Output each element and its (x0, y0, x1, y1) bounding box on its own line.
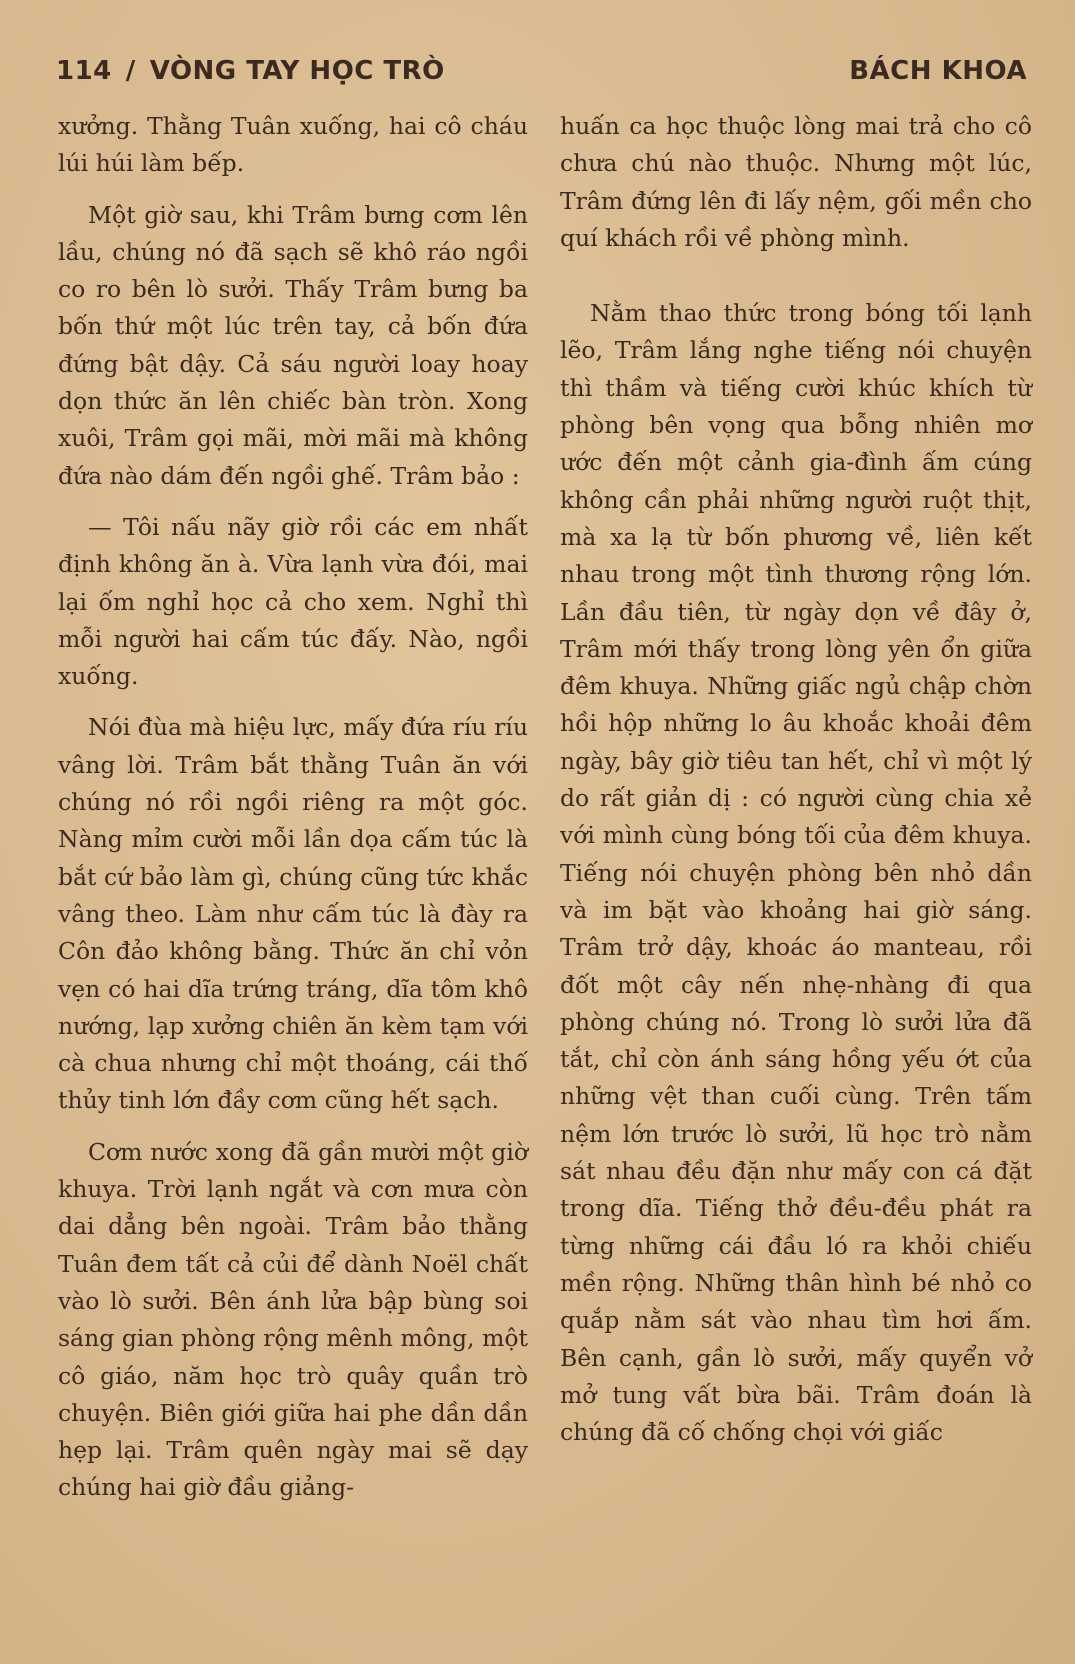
paragraph: Nằm thao thức trong bóng tối lạnh lẽo, Trâm lắng nghe tiếng nói chuyện thì thầm và tiếng cười khúc khích từ phòng bên vọng qua bỗng nhiên mơ ước đến một cảnh gia-đình ấm cúng không cần phải những người ruột thịt, mà xa lạ từ bốn phương về, liên kết nhau trong một tình thương rộng lớn. Lần đầu tiên, từ ngày dọn về đây ở, Trâm mới thấy trong lòng yên ổn giữa đêm khuya. Những giấc ngủ chập chờn hồi hộp những lo âu khoắc khoải đêm ngày, bây giờ tiêu tan hết, chỉ vì một lý do rất giản dị : có người cùng chia xẻ với mình cùng bóng tối của đêm khuya. Tiếng nói chuyện phòng bên nhỏ dần và im bặt vào khoảng hai giờ sáng. Trâm trở dậy, khoác áo manteau, rồi đốt một cây nến nhẹ-nhàng đi qua phòng chúng nó. Trong lò sưởi lửa đã tắt, chỉ còn ánh sáng hồng yếu ớt của những vệt than cuối cùng. Trên tấm nệm lớn trước lò sưởi, lũ học trò nằm sát nhau đều đặn như mấy con cá đặt trong dĩa. Tiếng thở đều-đều phát ra từng những cái đầu ló ra khỏi chiếu mền rộng. Những thân hình bé nhỏ co quắp nằm sát vào nhau tìm hơi ấm. Bên cạnh, gần lò sưởi, mấy quyển vở mở tung vất bừa bãi. Trâm đoán là chúng đã cố chống chọi với giấc (560, 299, 1032, 1447)
dialogue-paragraph: — Tôi nấu nãy giờ rồi các em nhất định không ăn à. Vừa lạnh vừa đói, mai lại ốm nghỉ học cả cho xem. Nghỉ thì mỗi người hai cấm túc đấy. Nào, ngồi xuống. (58, 512, 528, 691)
right-text-column (560, 108, 1032, 1451)
header-separator: / (125, 56, 136, 86)
book-title: VÒNG TAY HỌC TRÒ (149, 56, 445, 86)
paragraph: Cơm nước xong đã gần mười một giờ khuya. Trời lạnh ngắt và cơn mưa còn dai dẳng bên ngoài. Trâm bảo thằng Tuân đem tất cả củi để dành Noël chất vào lò sưởi. Bên ánh lửa bập bùng soi sáng gian phòng rộng mênh mông, một cô giáo, năm học trò quây quần trò chuyện. Biên giới giữa hai phe dần dần hẹp lại. Trâm quên ngày mai sẽ dạy chúng hai giờ đầu giảng- (58, 1137, 528, 1502)
paragraph: Nói đùa mà hiệu lực, mấy đứa ríu ríu vâng lời. Trâm bắt thằng Tuân ăn với chúng nó rồi ngồi riêng ra một góc. Nàng mỉm cười mỗi lần dọa cấm túc là bắt cứ bảo làm gì, chúng cũng tức khắc vâng theo. Làm như cấm túc là đày ra Côn đảo không bằng. Thức ăn chỉ vỏn vẹn có hai dĩa trứng tráng, dĩa tôm khô nướng, lạp xưởng chiên ăn kèm tạm với cà chua nhưng chỉ một thoáng, cái thố thủy tinh lớn đầy cơm cũng hết sạch. (58, 713, 528, 1115)
paragraph: huấn ca học thuộc lòng mai trả cho cô chưa chú nào thuộc. Nhưng một lúc, Trâm đứng lên đi lấy nệm, gối mền cho quí khách rồi về phòng mình. (560, 112, 1032, 252)
paragraph: Một giờ sau, khi Trâm bưng cơm lên lầu, chúng nó đã sạch sẽ khô ráo ngồi co ro bên lò sưởi. Thấy Trâm bưng ba bốn thứ một lúc trên tay, cả bốn đứa đứng bật dậy. Cả sáu người loay hoay dọn thức ăn lên chiếc bàn tròn. Xong xuôi, Trâm gọi mãi, mời mãi mà không đứa nào dám đến ngồi ghế. Trâm bảo : (58, 200, 528, 490)
publication-name: BÁCH KHOA (849, 56, 1027, 86)
header-left (56, 56, 445, 86)
running-header (56, 56, 1027, 96)
left-text-column (58, 108, 528, 1507)
page-number: 114 (56, 56, 112, 86)
paragraph: xưởng. Thằng Tuân xuống, hai cô cháu lúi húi làm bếp. (58, 112, 528, 178)
